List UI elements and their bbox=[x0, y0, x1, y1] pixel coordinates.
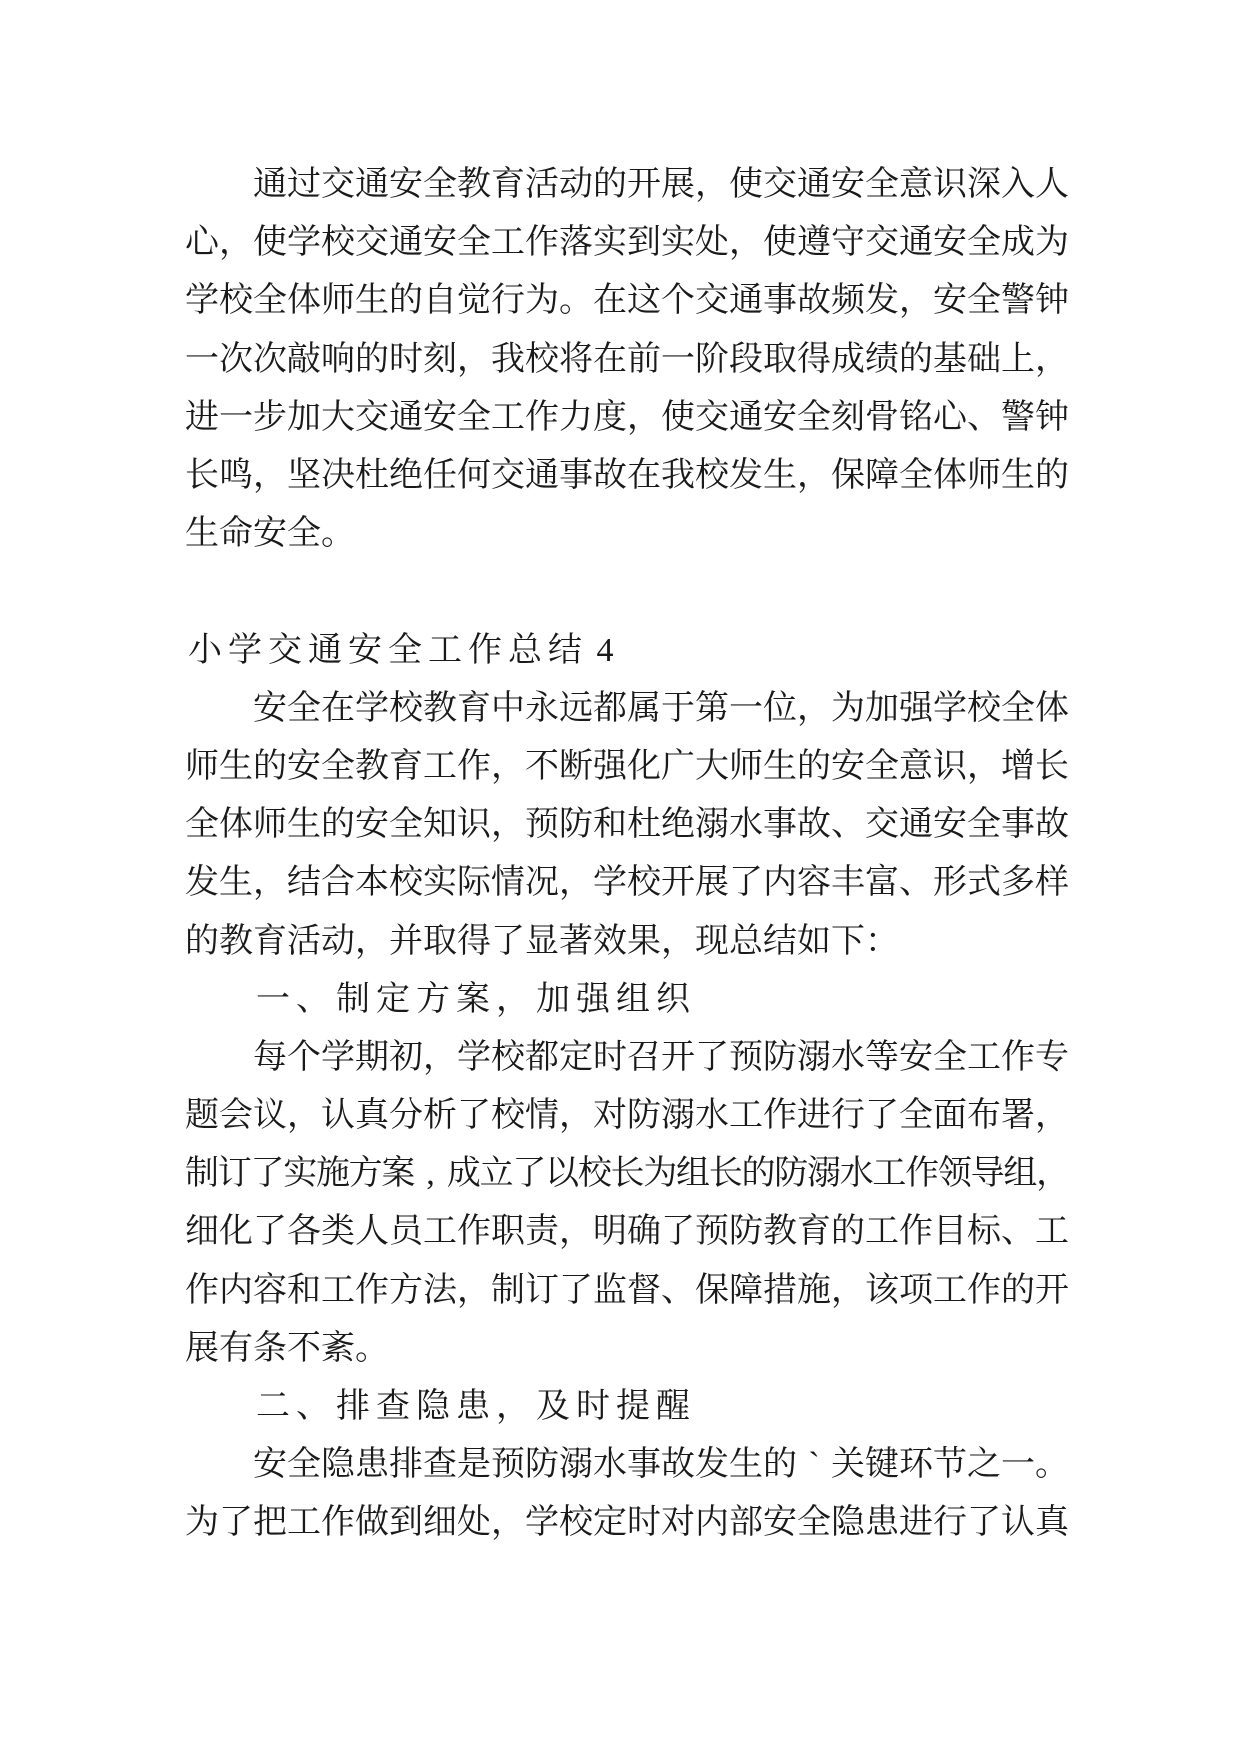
paragraph-line: 安 全 在 学 校 教 育 中 永 远 都 属 于 第 一 位 ， 为 加 强 学 校 全 体 bbox=[253, 689, 1069, 727]
document-body bbox=[185, 156, 1069, 1553]
paragraph-line: 进 一 步 加 大 交 通 安 全 工 作 力 度 ， 使 交 通 安 全 刻 骨 铭 心 、 警 钟 bbox=[185, 398, 1069, 436]
paragraph-line: 心 ， 使 学 校 交 通 安 全 工 作 落 实 到 实 处 ， 使 遵 守 交 通 安 全 成 为 bbox=[185, 224, 1069, 262]
paragraph-line: 作 内 容 和 工 作 方 法 ， 制 订 了 监 督 、 保 障 措 施 ， 该 项 工 作 的 开 bbox=[185, 1271, 1069, 1309]
paragraph-line: 师 生 的 安 全 教 育 工 作 ， 不 断 强 化 广 大 师 生 的 安 全 意 识 ， 增 长 bbox=[185, 747, 1069, 785]
section-heading: 小 学 交 通 安 全 工 作 总 结 4 bbox=[188, 631, 614, 669]
paragraph-line: 发 生 ， 结 合 本 校 实 际 情 况 ， 学 校 开 展 了 内 容 丰 富 、 形 式 多 样 bbox=[185, 864, 1069, 902]
paragraph-line: 安 全 隐 患 排 查 是 预 防 溺 水 事 故 发 生 的 ` 关 键 环 节 之 一 。 bbox=[253, 1446, 1069, 1484]
paragraph-line: 全 体 师 生 的 安 全 知 识 ， 预 防 和 杜 绝 溺 水 事 故 、 交 通 安 全 事 故 bbox=[185, 806, 1069, 844]
paragraph-line: 展 有 条 不 紊 。 bbox=[185, 1329, 389, 1367]
paragraph-line: 为 了 把 工 作 做 到 细 处 ， 学 校 定 时 对 内 部 安 全 隐 患 进 行 了 认 真 bbox=[185, 1504, 1069, 1542]
paragraph-line: 的 教 育 活 动 ， 并 取 得 了 显 著 效 果 ， 现 总 结 如 下 ： bbox=[185, 922, 899, 960]
paragraph-line: 制 订 了 实 施 方 案 , 成 立 了 以 校 长 为 组 长 的 防 溺 水 工 作 领 导 组 ， bbox=[185, 1155, 1071, 1193]
paragraph-line: 学 校 全 体 师 生 的 自 觉 行 为 。 在 这 个 交 通 事 故 频 发 ， 安 全 警 钟 bbox=[185, 282, 1069, 320]
paragraph-line: 题 会 议 ， 认 真 分 析 了 校 情 ， 对 防 溺 水 工 作 进 行 了 全 面 布 署 ， bbox=[185, 1097, 1069, 1135]
paragraph-line: 一 次 次 敲 响 的 时 刻 ， 我 校 将 在 前 一 阶 段 取 得 成 绩 的 基 础 上 ， bbox=[185, 340, 1069, 378]
paragraph-line: 通 过 交 通 安 全 教 育 活 动 的 开 展 ， 使 交 通 安 全 意 识 深 入 人 bbox=[253, 166, 1069, 204]
paragraph-line: 生 命 安 全 。 bbox=[185, 515, 355, 553]
paragraph-line: 长 鸣 ， 坚 决 杜 绝 任 何 交 通 事 故 在 我 校 发 生 ， 保 障 全 体 师 生 的 bbox=[185, 457, 1069, 495]
blank-line bbox=[185, 563, 1069, 621]
paragraph-line: 细 化 了 各 类 人 员 工 作 职 责 ， 明 确 了 预 防 教 育 的 工 作 目 标 、 工 bbox=[185, 1213, 1069, 1251]
subsection-heading: 一 、 制 定 方 案 ， 加 强 组 织 bbox=[256, 980, 690, 1018]
paragraph-line: 每 个 学 期 初 ， 学 校 都 定 时 召 开 了 预 防 溺 水 等 安 全 工 作 专 bbox=[253, 1038, 1069, 1076]
subsection-heading: 二 、 排 查 隐 患 ， 及 时 提 醒 bbox=[256, 1388, 690, 1426]
